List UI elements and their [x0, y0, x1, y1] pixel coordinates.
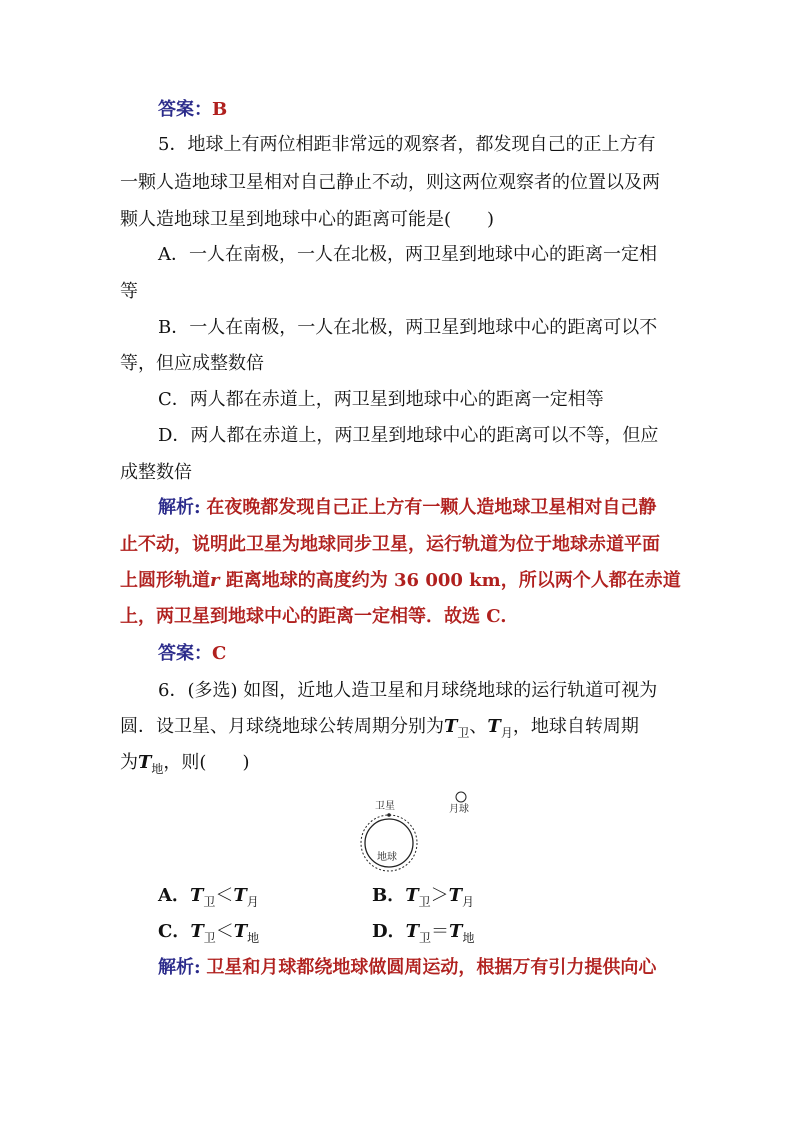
satellite-label: 卫星 [375, 801, 395, 812]
orbit-diagram [355, 788, 485, 878]
q6-option-d: D．$T_卫=T_地$ [372, 921, 475, 945]
q5-option-d-line-2: 成整数倍 [120, 462, 192, 483]
q5-line-3: 颗人造地球卫星到地球中心的距离可能是( ) [120, 209, 495, 230]
answer-c: 答案：C [158, 643, 227, 664]
analysis6-line-1: 解析: 卫星和月球都绕地球做圆周运动，根据万有引力提供向心 [158, 957, 657, 978]
q6-option-a: A．$T_卫<T_月$ [158, 885, 259, 909]
q6-line-2: 圆．设卫星、月球绕地球公转周期分别为$T_卫$、$T_月$，地球自转周期 [120, 716, 639, 740]
analysis5-line-1: 解析: 在夜晚都发现自己正上方有一颗人造地球卫星相对自己静 [158, 497, 657, 518]
q5-option-a-line-2: 等 [120, 281, 138, 302]
q6-option-b: B．$T_卫>T_月$ [372, 885, 475, 909]
q5-line-2: 一颗人造地球卫星相对自己静止不动，则这两位观察者的位置以及两 [120, 172, 660, 193]
satellite-dot [387, 813, 391, 817]
q5-option-a-line-1: A．一人在南极，一人在北极，两卫星到地球中心的距离一定相 [158, 244, 657, 265]
moon-label: 月球 [449, 804, 469, 815]
earth-label: 地球 [377, 852, 397, 863]
answer-b: 答案：B [158, 99, 228, 120]
q5-option-b-line-1: B．一人在南极，一人在北极，两卫星到地球中心的距离可以不 [158, 317, 658, 338]
q5-option-b-line-2: 等，但应成整数倍 [120, 353, 264, 374]
q6-option-c: C．$T_卫<T_地$ [158, 921, 260, 945]
q6-line-1: 6．(多选) 如图，近地人造卫星和月球绕地球的运行轨道可视为 [158, 680, 658, 701]
q5-option-d-line-1: D．两人都在赤道上，两卫星到地球中心的距离可以不等，但应 [158, 425, 659, 446]
q5-option-c: C．两人都在赤道上，两卫星到地球中心的距离一定相等 [158, 389, 604, 410]
q6-line-3: 为$T_地$，则( ) [120, 752, 250, 776]
analysis5-line-4: 上，两卫星到地球中心的距离一定相等．故选 C. [120, 606, 507, 627]
analysis5-line-2: 止不动，说明此卫星为地球同步卫星，运行轨道为位于地球赤道平面 [120, 534, 660, 555]
q5-line-1: 5．地球上有两位相距非常远的观察者，都发现自己的正上方有 [158, 134, 656, 155]
analysis5-line-3: 上圆形轨道r 距离地球的高度约为 36 000 km，所以两个人都在赤道 [120, 570, 681, 591]
moon-circle [456, 792, 466, 802]
